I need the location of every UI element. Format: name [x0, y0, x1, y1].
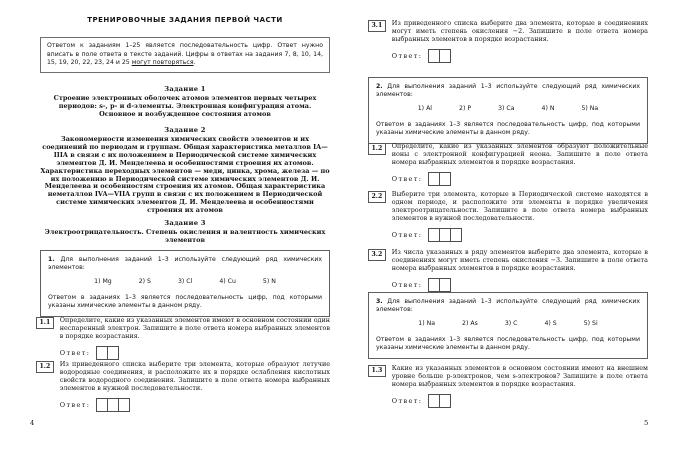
answer-cells	[428, 394, 451, 408]
task-text: Определите, какие из указанных элементов имеют в основном состоянии один неспаренный электрон. Запишите в поле ответа номера выбранных элементов в порядке возрастания.	[59, 316, 330, 340]
page-number-right: 5	[644, 419, 649, 427]
element-option: 1) Mg	[94, 278, 112, 286]
answer-row	[392, 172, 648, 186]
element-options-row	[376, 105, 640, 113]
answer-cell[interactable]	[108, 398, 119, 412]
section-description-task3: Электроотрицательность. Степень окисления и валентность химических элементов	[44, 228, 326, 244]
answer-cell[interactable]	[440, 49, 451, 63]
task-number-badge: 3.2	[368, 249, 386, 261]
set-outro: Ответом в заданиях 1–3 является последовательность цифр, под которыми указаны химические элементы в данном ряду.	[376, 120, 640, 136]
answer-cell[interactable]	[428, 49, 440, 63]
answer-cell[interactable]	[428, 394, 440, 408]
element-set-box-1	[40, 250, 330, 317]
element-set-box-2	[368, 77, 648, 144]
section-heading-task2: Задание 2	[164, 126, 206, 134]
set-intro-text: Для выполнения заданий 1–3 используйте следующий ряд химических элементов:	[376, 83, 641, 99]
answer-cell[interactable]	[428, 172, 440, 186]
set-number: 3.	[376, 298, 383, 305]
note-text: Ответом к заданиям 1–25 является последовательность цифр. Ответ нужно вписать в поле ответа в тексте заданий. Цифры в ответах на задания 7, 8, 10, 14, 15, 19, 20, 22, 23, 24 и 25	[47, 42, 323, 67]
task-1-2-left	[36, 361, 330, 412]
set-intro-text: Для выполнения заданий 1–3 используйте следующий ряд химических элементов:	[376, 298, 641, 314]
answer-cells	[96, 346, 119, 360]
answer-cell[interactable]	[428, 278, 440, 292]
task-1-2-right	[368, 143, 648, 186]
answer-label: Ответ:	[391, 396, 423, 405]
element-set-box-3	[368, 292, 648, 359]
section-heading-task1: Задание 1	[164, 85, 206, 93]
answer-row	[60, 346, 330, 360]
answer-label: Ответ:	[391, 230, 423, 239]
task-number-badge: 1.2	[368, 143, 386, 155]
page-title: ТРЕНИРОВОЧНЫЕ ЗАДАНИЯ ПЕРВОЙ ЧАСТИ	[87, 16, 283, 24]
answer-cells	[428, 49, 451, 63]
task-text: Из числа указанных в ряду элементов выберите два элемента, которые в соединениях могут иметь степень окисления −3. Запишите в поле ответа номера выбранных элементов в порядке возрастания.	[391, 248, 648, 272]
task-text: Из приведенного списка выберите два элемента, которые в соединениях могут иметь степень окисления −2. Запишите в поле ответа номера выбранных элементов в порядке возрастания.	[391, 19, 648, 43]
task-number-badge: 2.2	[368, 191, 386, 203]
element-option: 2) As	[462, 320, 478, 328]
element-option: 5) N	[262, 278, 276, 286]
answer-label: Ответ:	[59, 348, 91, 357]
answer-cell[interactable]	[119, 398, 130, 412]
answer-cell[interactable]	[440, 172, 451, 186]
element-option: 4) Cu	[219, 278, 236, 286]
task-number-badge: 1.1	[36, 317, 54, 329]
element-option: 2) P	[459, 105, 472, 113]
element-option: 1) Na	[418, 320, 436, 328]
set-intro	[376, 298, 640, 314]
section-description-task2: Закономерности изменения химических свойств элементов и их соединений по периодам и группам. Общая характеристика металлов IA—IIIA в связи с их положением в Периодической системе химических элементов Д. И. Менделеева и особенностями строения их атомов. Характеристика переходных элементов — меди, цинка, хрома, железа — по их положению в Периодической системе химических элементов Д. И. Менделеева и особенностям строения их атомов. Общая характеристика неметаллов IVA—VIIA групп в связи с их положением в Периодической системе химических элементов Д. И. Менделеева и особенностями строения их атомов	[40, 135, 330, 215]
set-outro: Ответом в заданиях 1–3 является последовательность цифр, под которыми указаны химические элементы в данном ряду.	[376, 335, 640, 351]
element-option: 4) N	[541, 105, 555, 113]
answer-row	[392, 228, 648, 242]
set-number: 1.	[48, 256, 55, 263]
answer-cell[interactable]	[96, 346, 108, 360]
answer-cell[interactable]	[451, 228, 462, 242]
element-options-row	[376, 320, 640, 328]
page-number-left: 4	[30, 419, 35, 427]
section-description-task1: Строение электронных оболочек атомов элементов первых четырех периодов: s-, p- и d-элементы. Электронная конфигурация атома. Основное и возбужденное состояния атомов	[53, 94, 317, 118]
element-option: 5) Si	[583, 320, 598, 328]
section-heading-task3: Задание 3	[164, 219, 206, 227]
task-number-badge: 3.1	[368, 20, 386, 32]
answer-label: Ответ:	[391, 280, 423, 289]
answer-cell[interactable]	[108, 346, 119, 360]
task-1-1	[36, 317, 330, 360]
answer-cell[interactable]	[440, 394, 451, 408]
note-underlined-text: могут повторяться	[131, 59, 194, 67]
task-2-2	[368, 191, 648, 242]
answer-cell[interactable]	[440, 228, 451, 242]
answer-label: Ответ:	[391, 51, 423, 60]
element-option: 1) Al	[417, 105, 433, 113]
answer-row	[392, 394, 648, 408]
set-number: 2.	[376, 83, 383, 90]
answer-row	[392, 278, 648, 292]
answer-cell[interactable]	[428, 228, 440, 242]
answer-cells	[428, 278, 451, 292]
set-intro	[376, 83, 640, 99]
task-text: Из приведенного списка выберите три элемента, которые образуют летучие водородные соединения, и расположите их в порядке ослабления кислотных свойств водородного соединения. Запишите в поле ответа номера выбранных элементов в нужной последовательности.	[59, 360, 330, 392]
element-option: 3) Cl	[177, 278, 193, 286]
task-3-1	[368, 20, 648, 63]
task-number-badge: 1.3	[368, 365, 386, 377]
answer-cell[interactable]	[96, 398, 108, 412]
task-text: Какие из указанных элементов в основном состоянии имеют на внешнем уровне больше p-электронов, чем s-электронов? Запишите в поле ответа номера выбранных элементов в порядке возрастания.	[391, 364, 648, 388]
element-option: 5) Na	[581, 105, 599, 113]
set-intro-text: Для выполнения заданий 1–3 используйте следующий ряд химических элементов:	[48, 256, 323, 272]
answer-cells	[96, 398, 130, 412]
task-3-2	[368, 249, 648, 292]
answer-cells	[428, 228, 462, 242]
task-number-badge: 1.2	[36, 361, 54, 373]
answer-label: Ответ:	[391, 174, 423, 183]
task-text: Определите, какие из указанных элементов образуют положительные ионы с электронной конфигурацией неона. Запишите в поле ответа номера выбранных элементов в порядке возрастания.	[391, 142, 648, 166]
answer-cell[interactable]	[440, 278, 451, 292]
answer-cells	[428, 172, 451, 186]
answer-row	[60, 398, 330, 412]
element-option: 4) S	[544, 320, 557, 328]
set-intro	[48, 256, 322, 272]
instruction-note	[40, 37, 330, 73]
task-text: Выберите три элемента, которые в Периодической системе находятся в одном периоде, и расположите эти элементы в порядке увеличения электроотрицательности. Запишите в поле ответа номера выбранных элементов в нужной последовательности.	[391, 190, 648, 222]
element-option: 3) C	[504, 320, 518, 328]
element-option: 2) S	[138, 278, 151, 286]
set-outro: Ответом в заданиях 1–3 является последовательность цифр, под которыми указаны химические элементы в данном ряду.	[48, 293, 322, 309]
element-options-row	[48, 278, 322, 286]
answer-row	[392, 49, 648, 63]
element-option: 3) Ca	[498, 105, 515, 113]
note-text-end: .	[193, 59, 196, 67]
task-1-3	[368, 365, 648, 408]
answer-label: Ответ:	[59, 400, 91, 409]
